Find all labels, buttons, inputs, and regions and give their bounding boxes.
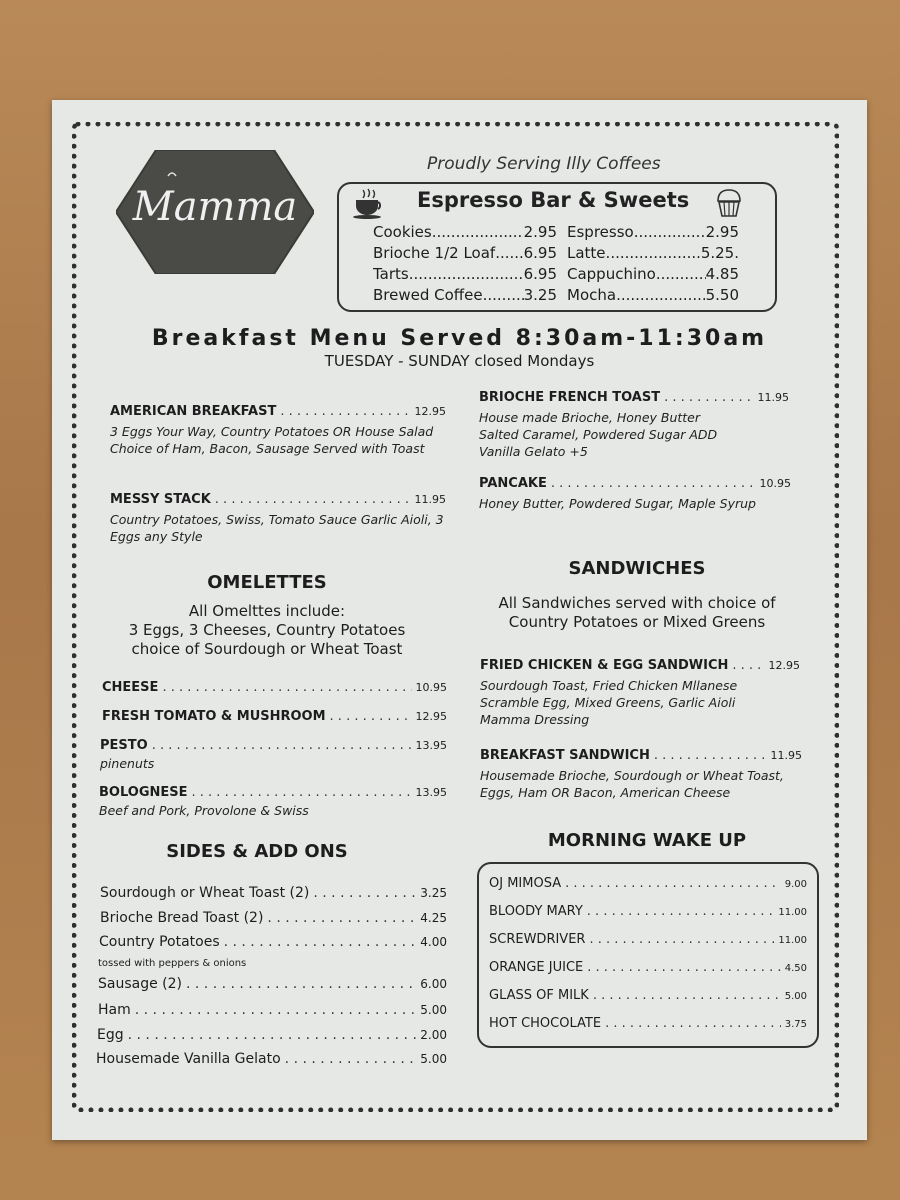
menu-item: Cookies ..... 2.95: [373, 222, 557, 243]
side-item: Ham . . . 5.00: [98, 1002, 447, 1018]
side-item: Sausage (2) . . . 6.00: [98, 976, 447, 992]
drinks-box: [477, 862, 819, 1048]
item-description: Sourdough Toast, Fried Chicken Mllanese Scramble Egg, Mixed Greens, Garlic Aioli Mamma Dressing: [480, 678, 738, 727]
menu-item: Espresso ..... 2.95: [567, 222, 739, 243]
muffin-icon: [715, 188, 743, 218]
item-description: Housemade Brioche, Sourdough or Wheat Toast, Eggs, Ham OR Bacon, American Cheese: [480, 768, 784, 800]
wake-up-title: MORNING WAKE UP: [547, 830, 747, 851]
french-toast-item: BRIOCHE FRENCH TOAST . . . 11.95 House made Brioche, Honey Butter Salted Caramel, Powdered Sugar ADD Vanilla Gelato +5: [479, 390, 789, 460]
drink-item: GLASS OF MILK . . . 5.00: [489, 988, 807, 1003]
sandwiches-note: All Sandwiches served with choice of Country Potatoes or Mixed Greens: [498, 594, 776, 631]
logo-text: Mamma: [132, 184, 298, 230]
pancake-item: PANCAKE . . . 10.95 Honey Butter, Powdered Sugar, Maple Syrup: [479, 476, 791, 512]
menu-item: Tarts ..... 6.95: [373, 264, 557, 285]
espresso-left-column: [373, 222, 557, 306]
item-description: pinenuts: [100, 756, 155, 771]
item-description: Honey Butter, Powdered Sugar, Maple Syrup: [479, 496, 756, 511]
drink-item: SCREWDRIVER . . . 11.00: [489, 932, 807, 947]
side-item: Brioche Bread Toast (2) . . . 4.25: [100, 910, 447, 926]
hours-subline: TUESDAY - SUNDAY closed Mondays: [324, 352, 595, 370]
side-item: Sourdough or Wheat Toast (2) . . . 3.25: [100, 885, 447, 901]
menu-item: Brewed Coffee ..... 3.25: [373, 285, 557, 306]
omelettes-note: All Omelttes include: 3 Eggs, 3 Cheeses, Country Potatoes choice of Sourdough or Wheat Toast: [128, 602, 406, 658]
espresso-bar-box: [337, 182, 777, 312]
fried-chicken-sandwich-item: FRIED CHICKEN & EGG SANDWICH . . . 12.95 Sourdough Toast, Fried Chicken Mllanese Scramble Egg, Mixed Greens, Garlic Aioli Mamma Dressing: [480, 658, 800, 728]
messy-stack-item: MESSY STACK . . . 11.95 Country Potatoes, Swiss, Tomato Sauce Garlic Aioli, 3 Eggs any Style: [110, 492, 446, 545]
breakfast-sandwich-item: BREAKFAST SANDWICH . . . 11.95 Housemade Brioche, Sourdough or Wheat Toast, Eggs, Ham OR Bacon, American Cheese: [480, 748, 810, 801]
omelettes-title: OMELETTES: [207, 572, 327, 593]
espresso-right-column: [567, 222, 739, 306]
sides-title: SIDES & ADD ONS: [166, 841, 348, 862]
potatoes-note: tossed with peppers & onions: [98, 958, 247, 969]
breakfast-headline: Breakfast Menu Served 8:30am-11:30am: [151, 326, 768, 351]
side-item: Housemade Vanilla Gelato . . . 5.00: [96, 1051, 447, 1067]
omelette-tomato-item: FRESH TOMATO & MUSHROOM . . . 12.95: [102, 709, 447, 724]
item-description: 3 Eggs Your Way, Country Potatoes OR House Salad Choice of Ham, Bacon, Sausage Served with Toast: [110, 424, 434, 456]
menu-item: Mocha ..... 5.50: [567, 285, 739, 306]
drink-item: ORANGE JUICE . . . 4.50: [489, 960, 807, 975]
menu-item: Latte ..... 5.25.: [567, 243, 739, 264]
espresso-bar-title: Espresso Bar & Sweets: [417, 188, 690, 212]
tagline: Proudly Serving Illy Coffees: [427, 154, 661, 174]
sandwiches-title: SANDWICHES: [568, 558, 706, 579]
mamma-logo: [116, 150, 314, 274]
item-description: House made Brioche, Honey Butter Salted Caramel, Powdered Sugar ADD Vanilla Gelato +5: [479, 410, 718, 459]
omelette-pesto-item: PESTO . . . 13.95 pinenuts: [100, 738, 447, 772]
american-breakfast-item: AMERICAN BREAKFAST . . . 12.95 3 Eggs Your Way, Country Potatoes OR House Salad Choice of Ham, Bacon, Sausage Served with Toast: [110, 404, 446, 457]
drink-item: HOT CHOCOLATE . . . 3.75: [489, 1016, 807, 1031]
omelette-bolognese-item: BOLOGNESE . . . 13.95 Beef and Pork, Provolone & Swiss: [99, 785, 447, 819]
menu-item: Cappuchino ..... 4.85: [567, 264, 739, 285]
side-item: Country Potatoes . . . 4.00: [99, 934, 447, 950]
omelette-cheese-item: CHEESE . . . 10.95: [102, 680, 447, 695]
side-item: Egg . . . 2.00: [97, 1027, 447, 1043]
item-description: Country Potatoes, Swiss, Tomato Sauce Garlic Aioli, 3 Eggs any Style: [110, 512, 444, 544]
drink-item: BLOODY MARY . . . 11.00: [489, 904, 807, 919]
item-description: Beef and Pork, Provolone & Swiss: [99, 803, 309, 818]
coffee-cup-icon: [351, 186, 385, 220]
drink-item: OJ MIMOSA . . . 9.00: [489, 876, 807, 891]
menu-item: Brioche 1/2 Loaf ..... 6.95: [373, 243, 557, 264]
menu-paper: [52, 100, 867, 1140]
